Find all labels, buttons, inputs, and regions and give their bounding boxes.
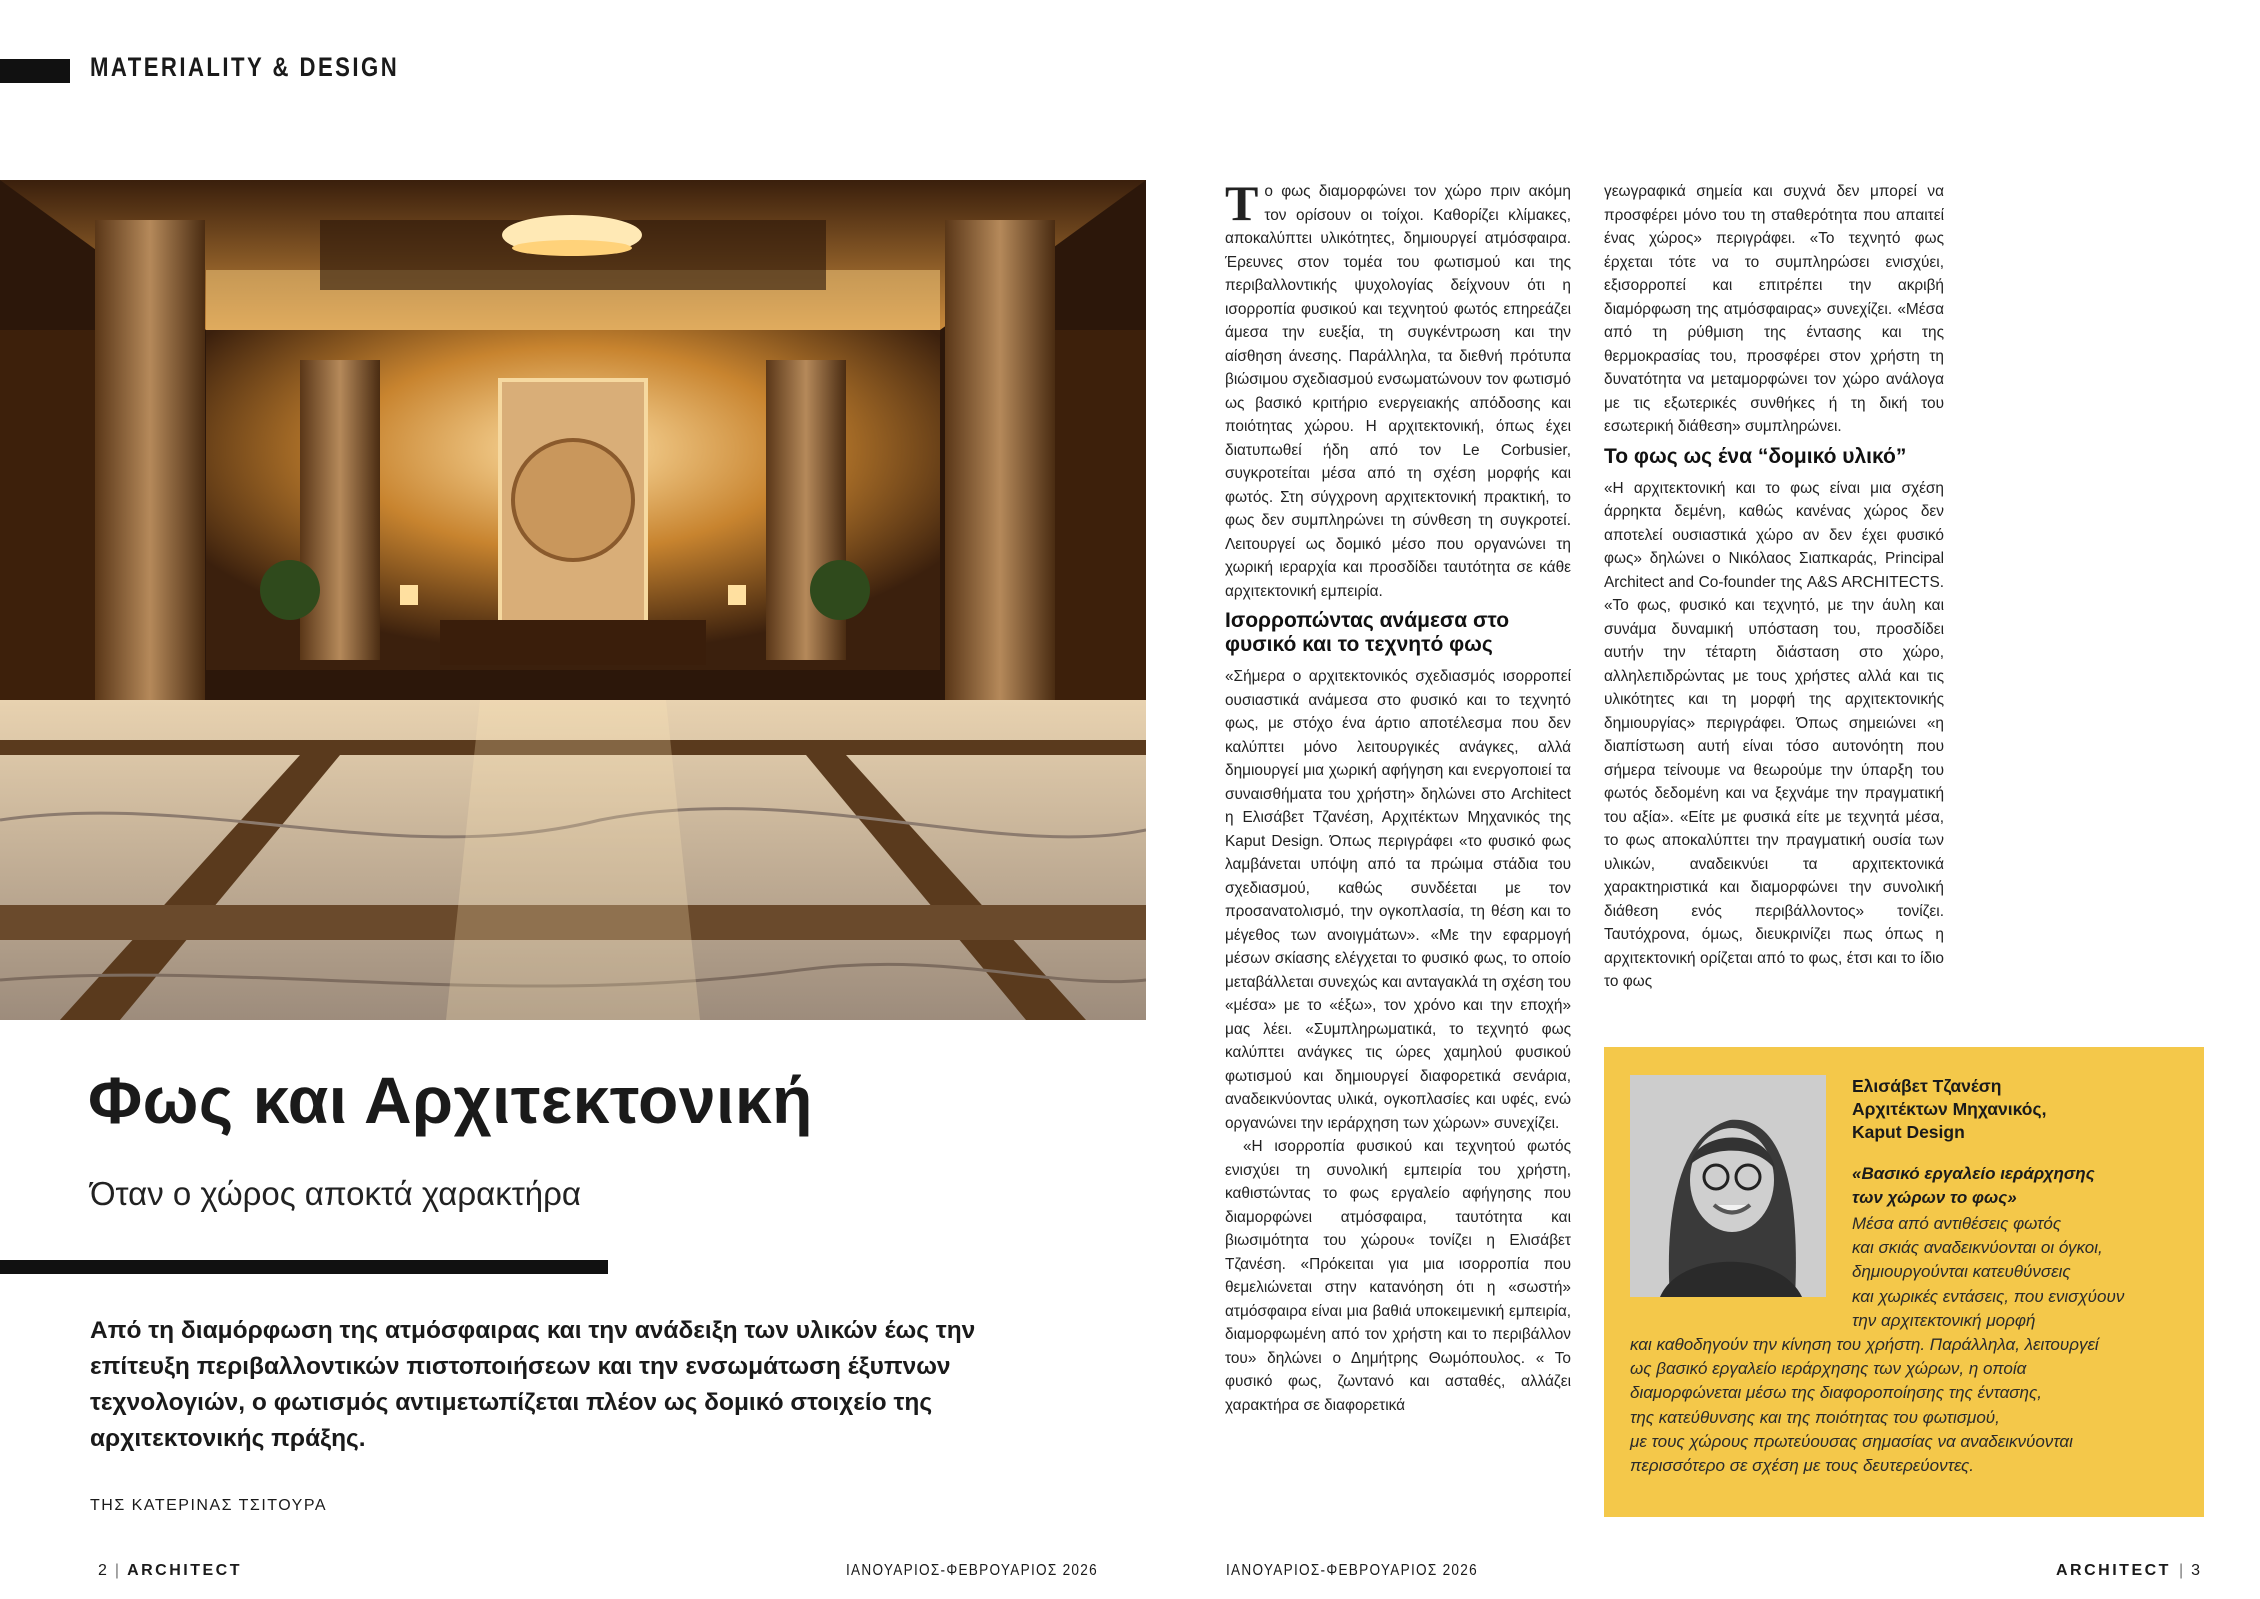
paragraph-5: «Η αρχιτεκτονική και το φως είναι μια σχέση άρρηκτα δεμένη, καθώς κανένας χώρος δεν αποτελεί ουσιαστικά χώρο αν δεν έχει φυσικό φως» δηλώνει ο Νικόλαος Σιαπκαράς, Principal Architect and Co-founder της A&S ARCHITECTS. «Το φως, φυσικό και τεχνητό, με την άυλη και συνάμα δυναμική υπόσταση του, προσδίδει αυτήν την τέταρτη διάσταση στο χώρο, αλληλεπιδρώντας με τους χρήστες αλλά και τις υλικότητες και τη μορφή της αρχιτεκτονικής δημιουργίας» περιγράφει. Όπως σημειώνει «η διαπίστωση αυτή είναι τόσο αυτονόητη που σήμερα τείνουμε να θεωρούμε την ύπαρξη του φωτός δεδομένη και να ξεχνάμε την πραγματική του αξία». «Είτε με φυσικά είτε με τεχνητά μέσα, το φως αποκαλύπτει την πραγματική ουσία των υλικών, αναδεικνύει τα αρχιτεκτονικά χαρακτηριστικά και διαμορφώνει την συνολική διάθεση ενός περιβάλλοντος» τονίζει. Ταυτόχρονα, όμως, διευκρινίζει πως όπως η αρχιτεκτονική ορίζεται από το φως, έτσι και το ίδιο το φως bbox=[1604, 479, 1944, 990]
sidebar-quote-line: και σκιάς αναδεικνύονται οι όγκοι, bbox=[1852, 1238, 2103, 1257]
footer-brand-left: ARCHITECT bbox=[127, 1562, 242, 1579]
subheading-1: Ισορροπώντας ανάμεσα στο φυσικό και το τεχνητό φως bbox=[1225, 609, 1510, 656]
sidebar-name: Ελισάβετ Τζανέση bbox=[1852, 1076, 2002, 1096]
sidebar-person bbox=[1852, 1075, 2182, 1144]
drop-cap: Τ bbox=[1225, 175, 1259, 231]
sidebar-quote-line: Μέσα από αντιθέσεις φωτός bbox=[1852, 1214, 2062, 1233]
page-number-left: 2 bbox=[98, 1562, 107, 1579]
byline: ΤΗΣ ΚΑΤΕΡΙΝΑΣ ΤΣΙΤΟΥΡΑ bbox=[90, 1497, 328, 1514]
sidebar-quote-line: με τους χώρους πρωτεύουσας σημασίας να αναδεικνύονται bbox=[1630, 1432, 2073, 1451]
footer-date-left: ΙΑΝΟΥΑΡΙΟΣ-ΦΕΒΡΟΥΑΡΙΟΣ 2026 bbox=[846, 1562, 1098, 1579]
page-number-right: 3 bbox=[2191, 1562, 2200, 1579]
footer-date-right: ΙΑΝΟΥΑΡΙΟΣ-ΦΕΒΡΟΥΑΡΙΟΣ 2026 bbox=[1226, 1562, 1478, 1579]
paragraph-4: γεωγραφικά σημεία και συχνά δεν μπορεί να προσφέρει μόνο του τη σταθερότητα που απαιτεί ένας χώρος» περιγράφει. «Το τεχνητό φως έρχεται τότε να το συμπληρώσει ενισχύει, εξισορροπεί και επιτρέπει την ακριβή διαμόρφωση της ατμόσφαιρας» συνεχίζει. «Μέσα από τη ρύθμιση της έντασης και της θερμοκρασίας του, προσφέρει στον χρήστη τη δυνατότητα να μεταμορφώνει τον χώρο ανάλογα με τις εξωτερικές συνθήκες ή τη δική του εσωτερική διάθεση» συμπληρώνει. bbox=[1604, 183, 1944, 435]
article-column-2 bbox=[1604, 180, 1944, 994]
footer-right: ARCHITECT | 3 bbox=[2056, 1562, 2200, 1579]
sidebar-quote-line: και καθοδηγούν την κίνηση του χρήστη. Παράλληλα, λειτουργεί bbox=[1630, 1335, 2099, 1354]
paragraph-1: ο φως διαμορφώνει τον χώρο πριν ακόμη τον ορίσουν οι τοίχοι. Καθορίζει κλίμακες, αποκαλύπτει υλικότητες, δημιουργεί ατμόσφαιρα. Έρευνες στον τομέα του φωτισμού και της περιβαλλοντικής ψυχολογίας δείχνουν ότι η ισορροπία φυσικού και τεχνητού φωτός επηρεάζει άμεσα την ευεξία, τη συγκέντρωση και την αίσθηση άνεσης. Παράλληλα, τα διεθνή πρότυπα βιώσιμου σχεδιασμού ενσωματώνουν τον φωτισμό ως βασικό κριτήριο ενεργειακής απόδοσης και ποιότητας χώρου. Η αρχιτεκτονική, όπως έχει διατυπωθεί ήδη από τον Le Corbusier, συγκροτείται μέσα από τη σχέση μορφής και φωτός. Στη σύγχρονη αρχιτεκτονική πρακτική, το φως δεν συμπληρώνει τη σύνθεση τη συγκροτεί. Λειτουργεί ως δομικό μέσο που οργανώνει τη χωρική ιεραρχία και προσδίδει ταυτότητα σε κάθε αρχιτεκτονική εμπειρία. bbox=[1225, 183, 1571, 600]
sidebar-role: Αρχιτέκτων Μηχανικός, bbox=[1852, 1099, 2047, 1119]
header-bar bbox=[0, 59, 70, 83]
sidebar-quote-title bbox=[1852, 1162, 2182, 1210]
article-title: Φως και Αρχιτεκτονική bbox=[88, 1063, 813, 1137]
footer-brand-right: ARCHITECT bbox=[2056, 1562, 2171, 1579]
sidebar-quote-line: της κατεύθυνσης και της ποιότητας του φωτισμού, bbox=[1630, 1408, 2000, 1427]
paragraph-3: «Η ισορροπία φυσικού και τεχνητού φωτός ενισχύει τη συνολική εμπειρία του χρήστη, καθιστώντας το φως εργαλείο αφήγησης που διαμορφώνει ατμόσφαιρα, ταυτότητα και βιωσιμότητα του χώρου« τονίζει η Ελισάβετ Τζανέση. «Πρόκειται για μια ισορροπία που θεμελιώνεται στην κατανόηση ότι η «σωστή» ατμόσφαιρα είναι μια βαθιά υποκειμενική εμπειρία, διαμορφωμένη από τον χρήστη και το περιβάλλον του» δηλώνει ο Δημήτρης Θωμόπουλος. « Το φυσικό φως, ζωντανό και ασταθές, αλλάζει χαρακτήρα σε διαφορετικά bbox=[1225, 1138, 1571, 1414]
subheading-2: Το φως ως ένα “δομικό υλικό” bbox=[1604, 444, 1907, 468]
sidebar-quote-line: την αρχιτεκτονική μορφή bbox=[1852, 1311, 2036, 1330]
sidebar-company: Kaput Design bbox=[1852, 1122, 1965, 1142]
article-intro: Από τη διαμόρφωση της ατμόσφαιρας και την ανάδειξη των υλικών έως την επίτευξη περιβαλλοντικών πιστοποιήσεων και την ενσωμάτωση έξυπνων τεχνολογιών, ο φωτισμός αντιμετωπίζεται πλέον ως δομικό στοιχείο της αρχιτεκτονικής πράξης. bbox=[90, 1317, 976, 1452]
quote-title-line: «Βασικό εργαλείο ιεράρχησης bbox=[1852, 1164, 2095, 1183]
portrait-photo bbox=[1630, 1075, 1826, 1297]
sidebar-quote-line: δημιουργούνται κατευθύνσεις bbox=[1852, 1262, 2071, 1281]
paragraph-2: «Σήμερα ο αρχιτεκτονικός σχεδιασμός ισορροπεί ουσιαστικά ανάμεσα στο φυσικό και το τεχνητό φως, με στόχο ένα άρτιο αποτέλεσμα που δεν καλύπτει μόνο λειτουργικές ανάγκες, αλλά δημιουργεί μια χωρική αφήγηση και ενεργοποιεί τα συναισθήματα του χρήστη» δηλώνει στο Architect η Ελισάβετ Τζανέση, Αρχιτέκτων Μηχανικός της Kaput Design. Όπως περιγράφει «το φυσικό φως λαμβάνεται υπόψη από τα πρώιμα στάδια του σχεδιασμού, καθώς συνδέεται με τον προσανατολισμό, την ογκοπλασία, τη θέση και το μέγεθος των ανοιγμάτων». «Με την εφαρμογή μέσων σκίασης ελέγχεται το φυσικό φως, το οποίο μεταβάλλεται συνεχώς και ανταγακλά τη σχέση του «μέσα» με το «έξω», τον χρόνο και την εποχή» μας λέει. «Συμπληρωματικά, το τεχνητό φως καλύπτει ανάγκες τις ώρες χαμηλού φυσικού φωτισμού και δημιουργεί διαφορετικά σενάρια, αναδεικνύοντας υλικά, ογκοπλασίες και υφές, ενώ οργανώνει την ιεράρχηση των χώρων» συνεχίζει. bbox=[1225, 668, 1571, 1132]
sidebar-quote-line: ως βασικό εργαλείο ιεράρχησης των χώρων, η οποία bbox=[1630, 1359, 2027, 1378]
article-subtitle: Όταν ο χώρος αποκτά χαρακτήρα bbox=[90, 1175, 581, 1212]
sidebar-quote-line: περισσότερο σε σχέση με τους δευτερεύοντες. bbox=[1630, 1456, 1974, 1475]
article-column-1 bbox=[1225, 175, 1571, 1417]
quote-title-line: των χώρων το φως» bbox=[1852, 1188, 2017, 1207]
hero-image bbox=[0, 180, 1146, 1020]
title-rule bbox=[0, 1260, 608, 1274]
sidebar-quote-line: και χωρικές εντάσεις, που ενισχύουν bbox=[1852, 1287, 2125, 1306]
section-label: MATERIALITY & DESIGN bbox=[90, 52, 400, 82]
sidebar-quote-line: διαμορφώνεται μέσω της διαφοροποίησης της έντασης, bbox=[1630, 1383, 2042, 1402]
footer-left: 2 | ARCHITECT bbox=[98, 1562, 242, 1579]
